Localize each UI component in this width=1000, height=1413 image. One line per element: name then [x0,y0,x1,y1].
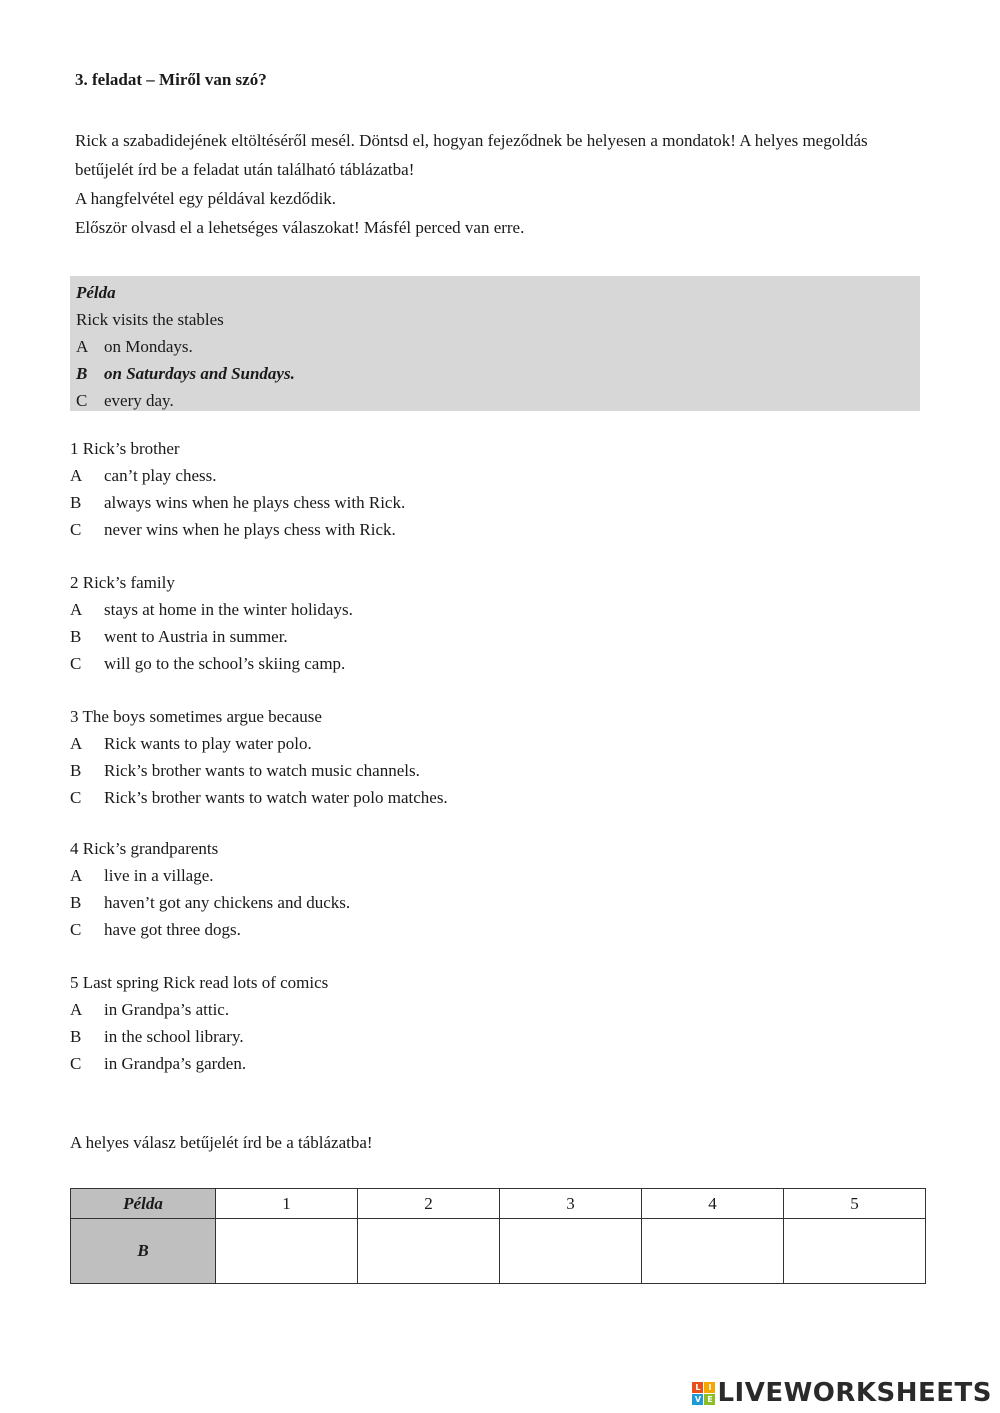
option-text: haven’t got any chickens and ducks. [104,893,351,912]
question-option [70,784,930,811]
option-text: stays at home in the winter holidays. [104,600,353,619]
option-text: in Grandpa’s garden. [104,1054,247,1073]
option-text: on Saturdays and Sundays. [104,364,295,383]
option-text: Rick wants to play water polo. [104,734,312,753]
header-cell-example: Példa [71,1189,216,1219]
option-letter: B [70,1027,82,1046]
header-cell-2: 2 [358,1189,500,1219]
option-text: have got three dogs. [104,920,241,939]
example-option-b-correct [76,360,920,387]
question-option [70,916,930,943]
header-cell-5: 5 [784,1189,926,1219]
logo-mark-square: E [704,1394,715,1405]
example-box [70,276,920,411]
option-text: will go to the school’s skiing camp. [104,654,346,673]
logo-mark-icon [692,1382,715,1405]
option-text: Rick’s brother wants to watch music channels. [104,761,420,780]
question-option [70,730,930,757]
header-cell-3: 3 [500,1189,642,1219]
question-list [70,435,930,1103]
instruction-line: Rick a szabadidejének eltöltéséről mesél. Döntsd el, hogyan fejeződnek be helyesen a mondatok! A helyes megoldás betűjelét írd be a feladat után található táblázatba! [75,131,868,179]
question-option [70,757,930,784]
logo-mark-square: I [704,1382,715,1393]
question-option [70,1050,930,1077]
question-option [70,623,930,650]
question-option [70,889,930,916]
question-stem: 3 The boys sometimes argue because [70,707,322,726]
question-4 [70,835,930,943]
question-3 [70,703,930,811]
answer-cell-3[interactable] [500,1219,642,1284]
option-letter: B [76,364,88,383]
answer-table-answer-row [71,1219,926,1284]
option-letter: A [70,866,83,885]
question-stem: 4 Rick’s grandparents [70,839,219,858]
answer-cell-1[interactable] [216,1219,358,1284]
option-letter: A [70,600,83,619]
option-text: in the school library. [104,1027,244,1046]
option-letter: A [76,337,89,356]
question-1 [70,435,930,543]
option-letter: C [70,654,82,673]
option-letter: A [70,466,83,485]
option-text: every day. [104,391,174,410]
instructions [75,126,925,242]
question-option [70,462,930,489]
option-text: can’t play chess. [104,466,217,485]
question-2 [70,569,930,677]
instruction-line: A hangfelvétel egy példával kezdődik. [75,189,337,208]
example-option-c [76,387,920,414]
question-5 [70,969,930,1077]
logo-mark-square: L [692,1382,703,1393]
example-option-a [76,333,920,360]
option-text: in Grandpa’s attic. [104,1000,230,1019]
instruction-line: Először olvasd el a lehetséges válaszokat! Másfél perced van erre. [75,218,525,237]
answer-table [70,1188,926,1284]
answer-cell-example: B [71,1219,216,1284]
option-letter: C [70,520,82,539]
option-letter: A [70,734,83,753]
answer-table-header-row [71,1189,926,1219]
option-text: on Mondays. [104,337,193,356]
option-letter: C [70,920,82,939]
option-letter: C [70,1054,82,1073]
question-option [70,862,930,889]
option-letter: A [70,1000,83,1019]
header-cell-1: 1 [216,1189,358,1219]
option-letter: C [70,788,82,807]
question-option [70,996,930,1023]
option-text: always wins when he plays chess with Rick. [104,493,406,512]
option-text: live in a village. [104,866,214,885]
question-option [70,650,930,677]
question-option [70,489,930,516]
option-letter: B [70,493,82,512]
answer-cell-2[interactable] [358,1219,500,1284]
question-option [70,516,930,543]
option-letter: B [70,627,82,646]
option-letter: B [70,761,82,780]
question-option [70,1023,930,1050]
option-text: Rick’s brother wants to watch water polo matches. [104,788,448,807]
example-heading: Példa [76,283,116,302]
liveworksheets-logo [692,1378,992,1408]
question-stem: 2 Rick’s family [70,573,175,592]
answer-cell-5[interactable] [784,1219,926,1284]
option-letter: C [76,391,88,410]
header-cell-4: 4 [642,1189,784,1219]
option-text: never wins when he plays chess with Rick. [104,520,396,539]
option-text: went to Austria in summer. [104,627,288,646]
example-stem: Rick visits the stables [76,310,224,329]
question-stem: 5 Last spring Rick read lots of comics [70,973,329,992]
answer-cell-4[interactable] [642,1219,784,1284]
logo-text: LIVEWORKSHEETS [717,1378,992,1408]
task-title: 3. feladat – Miről van szó? [75,70,267,89]
logo-mark-square: V [692,1394,703,1405]
answer-instruction: A helyes válasz betűjelét írd be a táblázatba! [70,1133,373,1152]
question-option [70,596,930,623]
option-letter: B [70,893,82,912]
question-stem: 1 Rick’s brother [70,439,180,458]
